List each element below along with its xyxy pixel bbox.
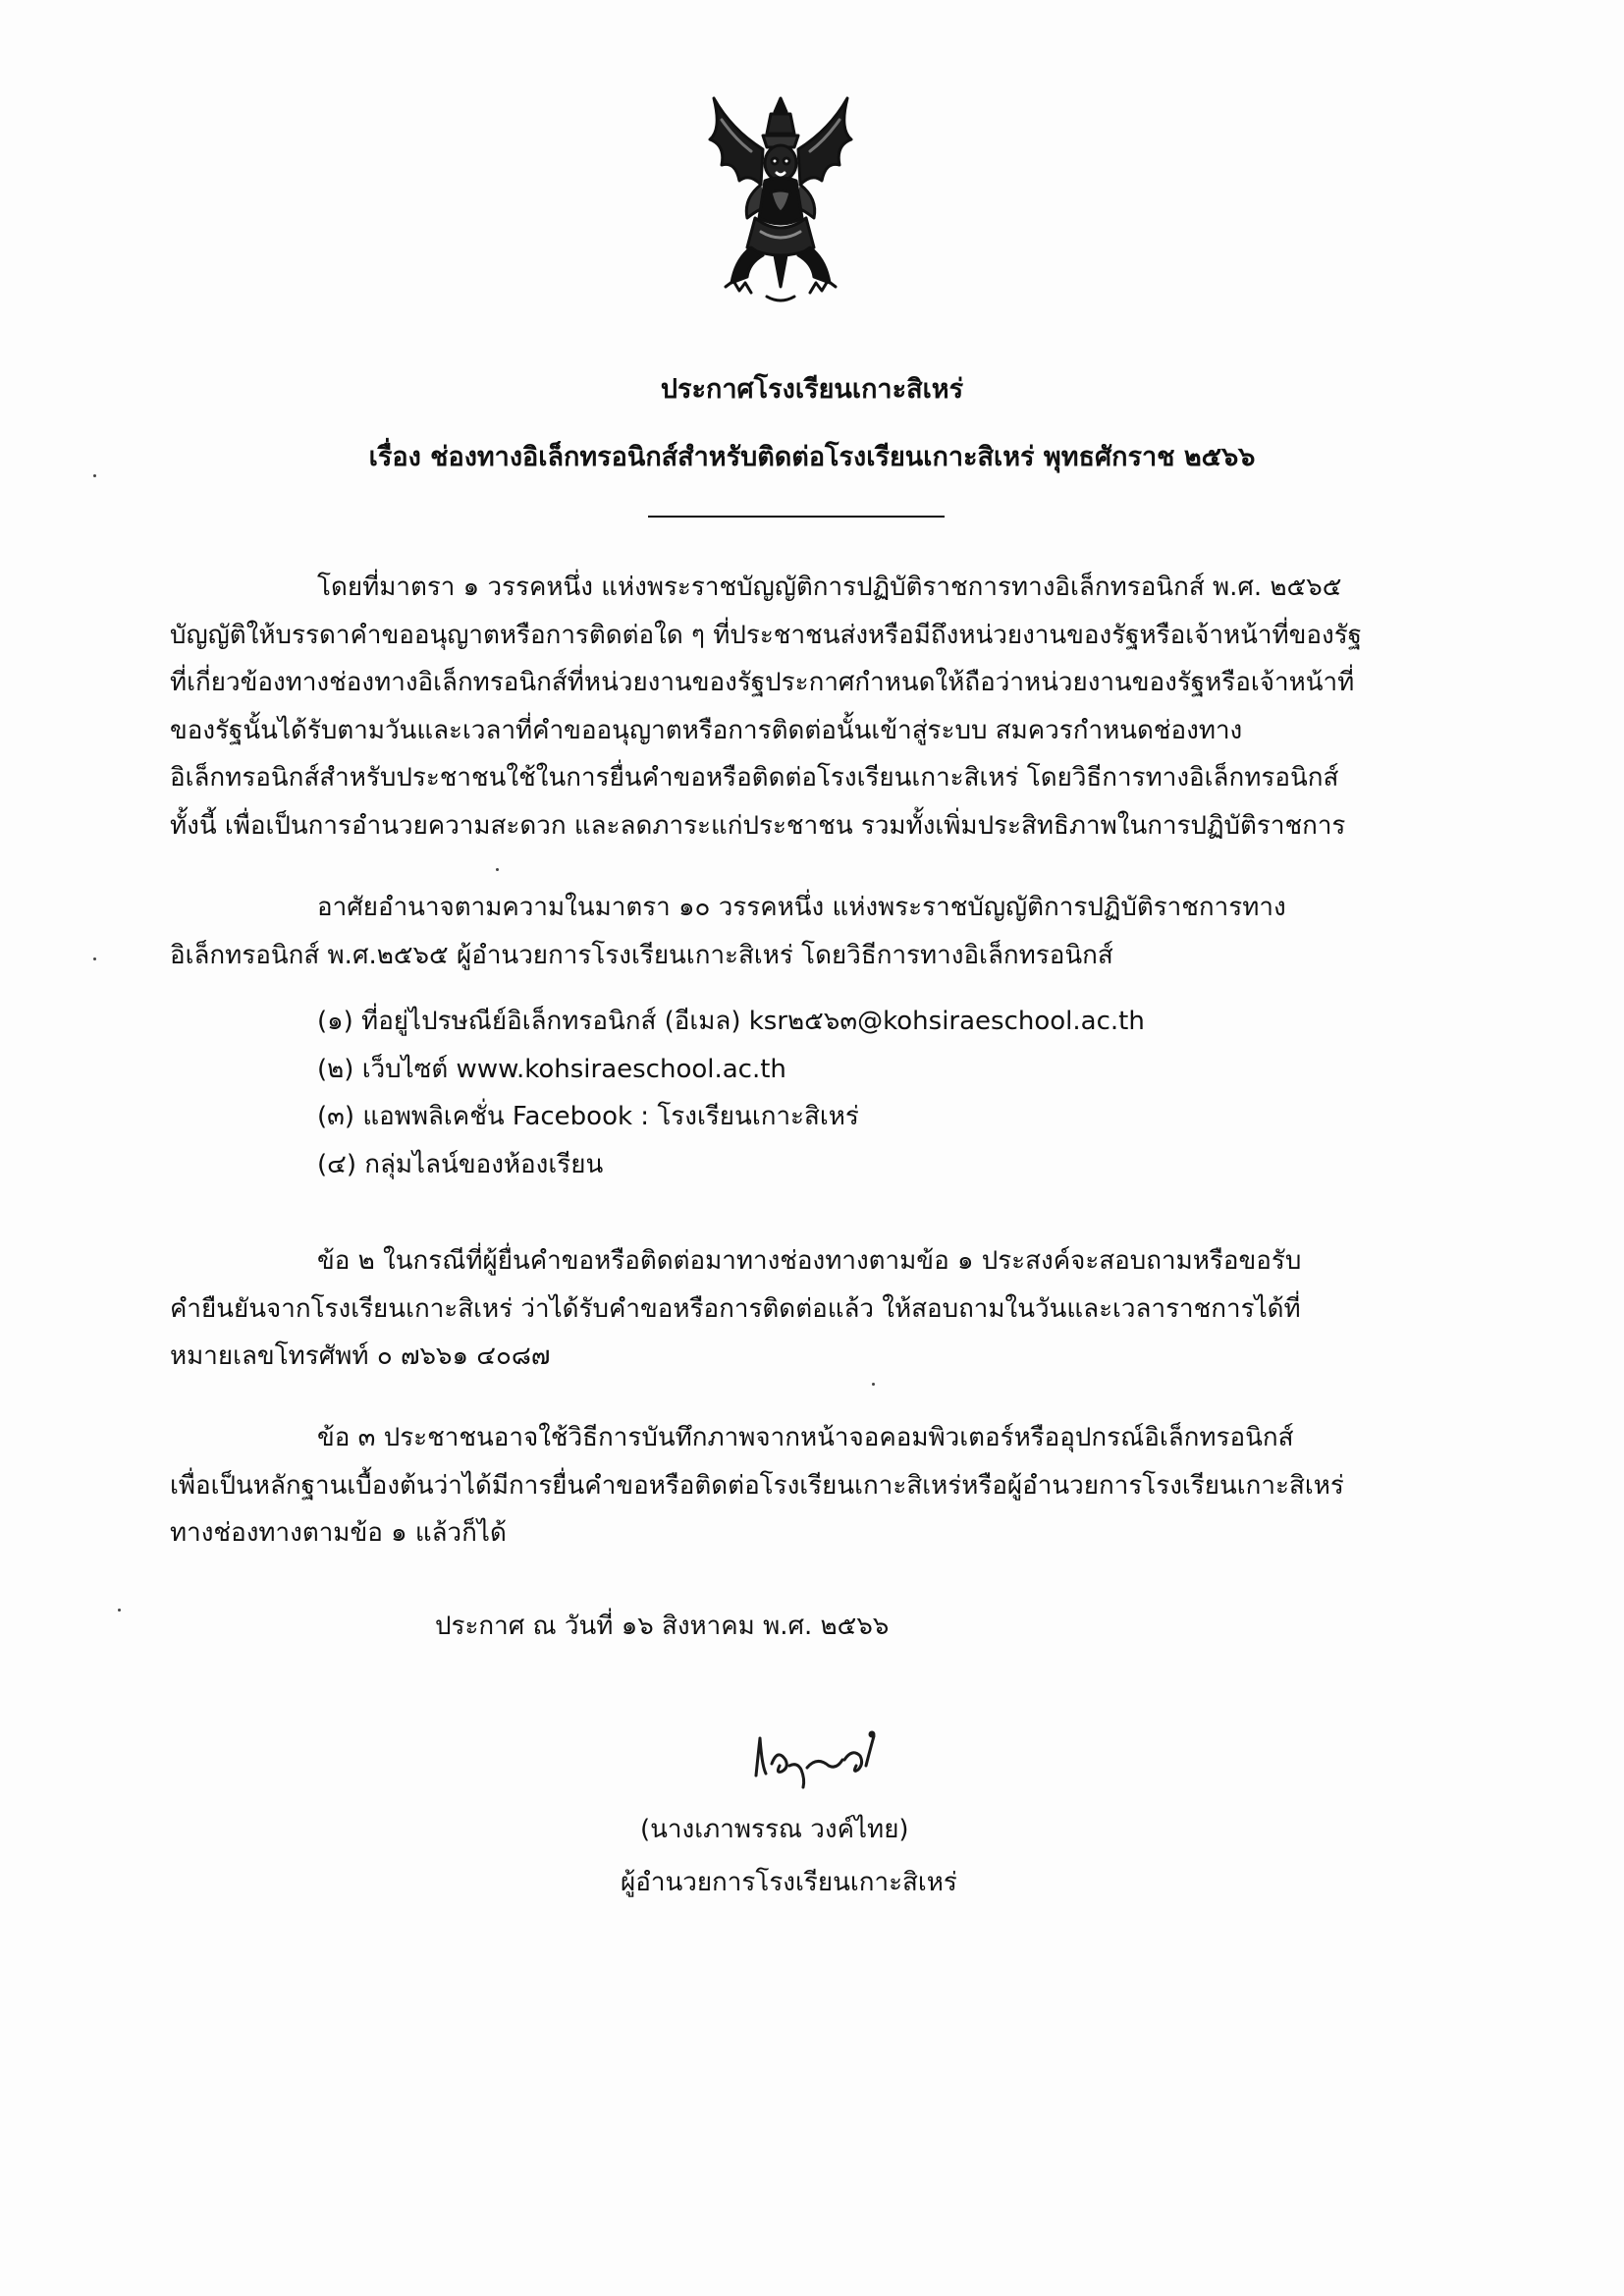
handwritten-signature-icon: [746, 1726, 893, 1795]
signer-name: (นางเภาพรรณ วงค์ไทย): [640, 1815, 909, 1844]
paragraph-preamble: [170, 564, 1430, 849]
announcement-date: ประกาศ ณ วันที่ ๑๖ สิงหาคม พ.ศ. ๒๕๖๖: [435, 1612, 890, 1641]
paragraph-line: เพื่อเป็นหลักฐานเบื้องต้นว่าได้มีการยื่นคำขอหรือติดต่อโรงเรียนเกาะสิเหร่หรือผู้อำนวยการโรงเรียนเกาะสิเหร่: [170, 1470, 1344, 1501]
paragraph-clause-3: [170, 1414, 1430, 1558]
signer-title: ผู้อำนวยการโรงเรียนเกาะสิเหร่: [621, 1868, 957, 1897]
scan-speck: [118, 1609, 121, 1612]
paragraph-line: ข้อ ๒ ในกรณีที่ผู้ยื่นคำขอหรือติดต่อมาทางช่องทางตามข้อ ๑ ประสงค์จะสอบถามหรือขอรับ: [317, 1246, 1302, 1276]
paragraph-line: บัญญัติให้บรรดาคำขออนุญาตหรือการติดต่อใด ๆ ที่ประชาชนส่งหรือมีถึงหน่วยงานของรัฐหรือเจ้าหน้าที่ของรัฐ: [170, 620, 1363, 650]
paragraph-line: หมายเลขโทรศัพท์ ๐ ๗๖๖๑ ๔๐๘๗: [170, 1341, 551, 1371]
scan-speck: [872, 1383, 875, 1386]
paragraph-line: อาศัยอำนาจตามความในมาตรา ๑๐ วรรคหนึ่ง แห่งพระราชบัญญัติการปฏิบัติราชการทาง: [317, 893, 1286, 922]
document-subject: เรื่อง ช่องทางอิเล็กทรอนิกส์สำหรับติดต่อโรงเรียนเกาะสิเหร่ พุทธศักราช ๒๕๖๖: [368, 442, 1256, 472]
channel-list: [317, 998, 1145, 1188]
paragraph-line: ทั้งนี้ เพื่อเป็นการอำนวยความสะดวก และลดภาระแก่ประชาชน รวมทั้งเพิ่มประสิทธิภาพในการปฏิบัติราชการ: [170, 810, 1346, 841]
scan-speck: [93, 474, 96, 477]
document-title: ประกาศโรงเรียนเกาะสิเหร่: [660, 374, 964, 405]
channel-item-line-group: (๔) กลุ่มไลน์ของห้องเรียน: [317, 1149, 604, 1179]
scan-speck: [93, 957, 96, 960]
paragraph-clause-2: [170, 1237, 1430, 1381]
paragraph-line: อิเล็กทรอนิกส์สำหรับประชาชนใช้ในการยื่นคำขอหรือติดต่อโรงเรียนเกาะสิเหร่ โดยวิธีการทางอิเล็กทรอนิกส์: [170, 763, 1339, 793]
paragraph-line: คำยืนยันจากโรงเรียนเกาะสิเหร่ ว่าได้รับคำขอหรือการติดต่อแล้ว ให้สอบถามในวันและเวลาราชการได้ที่: [170, 1293, 1301, 1324]
paragraph-line: โดยที่มาตรา ๑ วรรคหนึ่ง แห่งพระราชบัญญัติการปฏิบัติราชการทางอิเล็กทรอนิกส์ พ.ศ. ๒๕๖๕: [317, 573, 1342, 602]
channel-item-facebook: (๓) แอพพลิเคชั่น Facebook : โรงเรียนเกาะสิเหร่: [317, 1102, 859, 1131]
paragraph-line: ของรัฐนั้นได้รับตามวันและเวลาที่คำขออนุญาตหรือการติดต่อนั้นเข้าสู่ระบบ สมควรกำหนดช่องทาง: [170, 715, 1243, 745]
title-divider: [648, 516, 945, 518]
garuda-emblem-icon: [692, 90, 869, 306]
paragraph-line: อิเล็กทรอนิกส์ พ.ศ.๒๕๖๕ ผู้อำนวยการโรงเรียนเกาะสิเหร่ โดยวิธีการทางอิเล็กทรอนิกส์: [170, 940, 1113, 970]
scan-speck: [496, 868, 499, 871]
channel-item-email: (๑) ที่อยู่ไปรษณีย์อิเล็กทรอนิกส์ (อีเมล) ksr๒๕๖๓@kohsiraeschool.ac.th: [317, 1007, 1145, 1036]
channel-item-website: (๒) เว็บไซต์ www.kohsiraeschool.ac.th: [317, 1054, 786, 1084]
paragraph-authority: [170, 884, 1430, 979]
paragraph-line: ทางช่องทางตามข้อ ๑ แล้วก็ได้: [170, 1518, 507, 1548]
paragraph-line: ข้อ ๓ ประชาชนอาจใช้วิธีการบันทึกภาพจากหน้าจอคอมพิวเตอร์หรืออุปกรณ์อิเล็กทรอนิกส์: [317, 1423, 1294, 1452]
paragraph-line: ที่เกี่ยวข้องทางช่องทางอิเล็กทรอนิกส์ที่หน่วยงานของรัฐประกาศกำหนดให้ถือว่าหน่วยงานของรัฐหรือเจ้าหน้าที่: [170, 668, 1355, 697]
